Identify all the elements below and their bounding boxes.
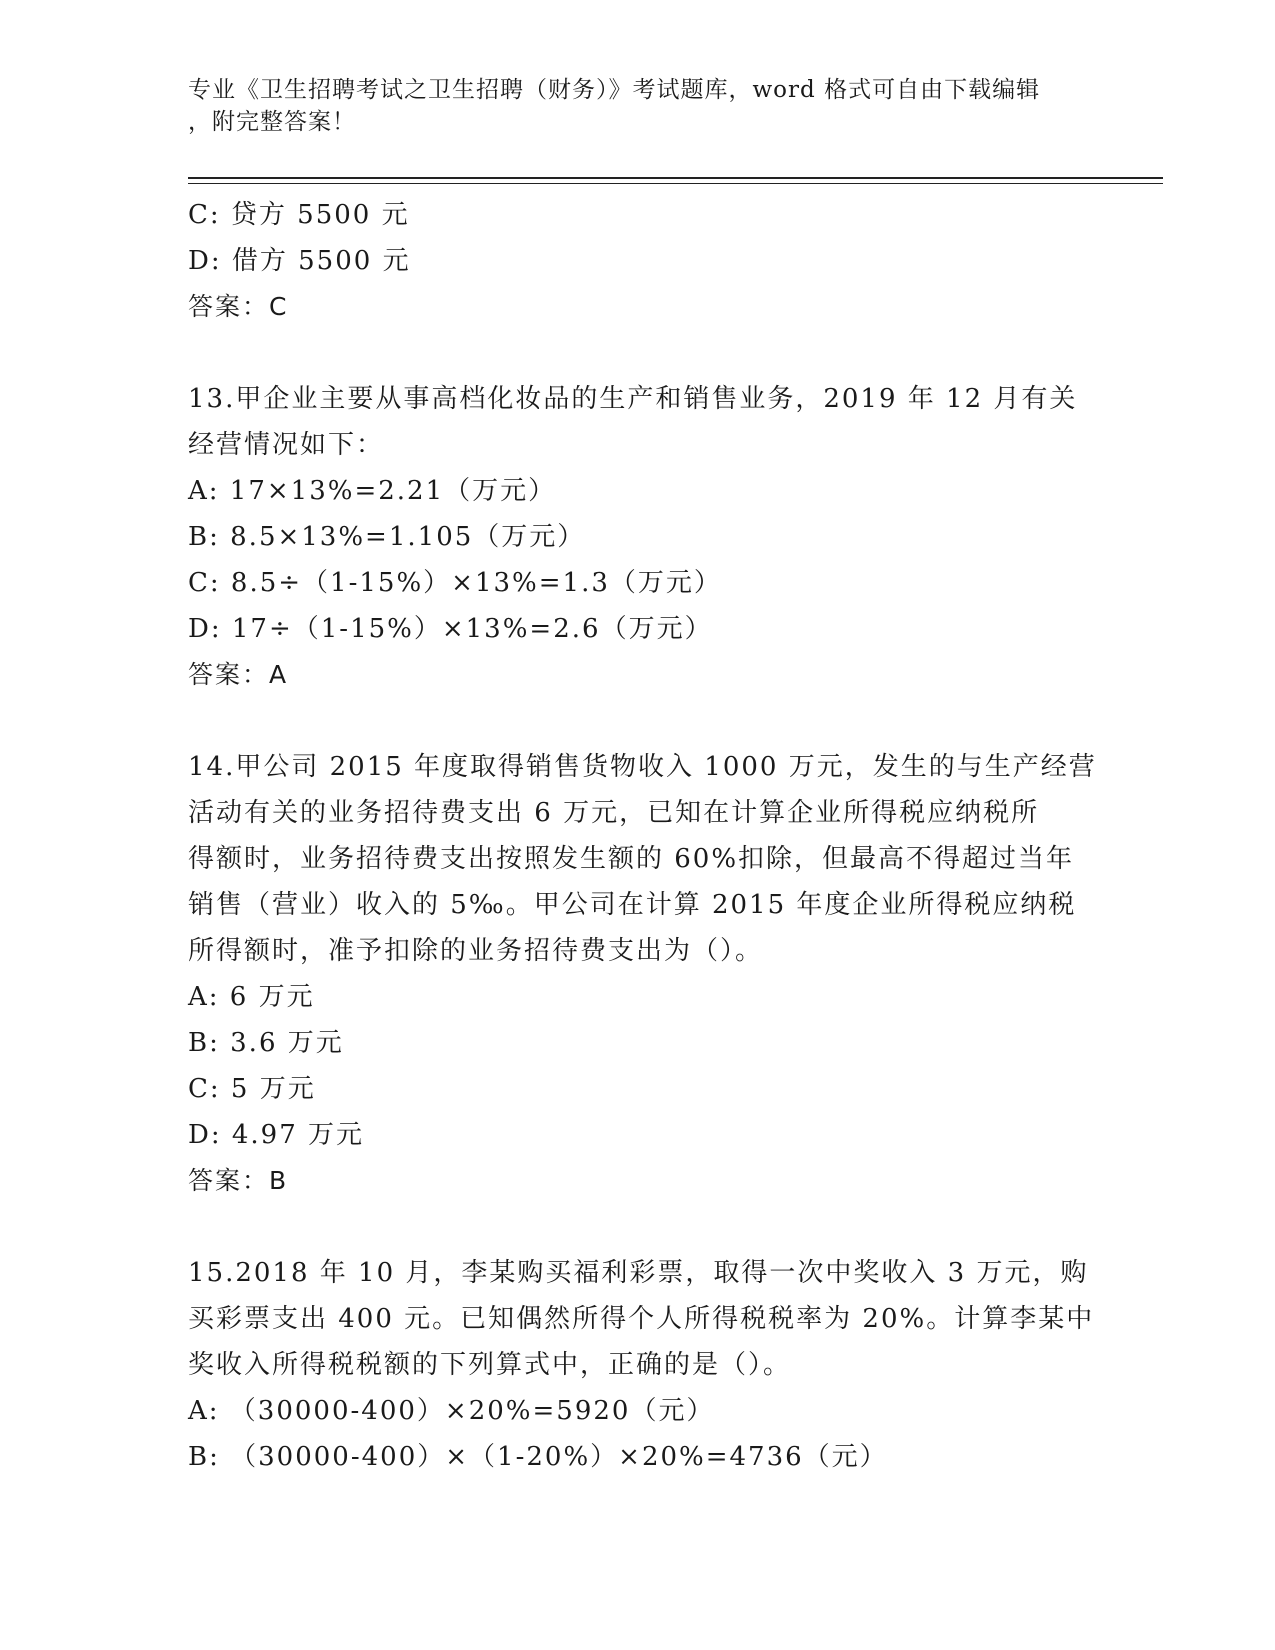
spacer bbox=[188, 1204, 1083, 1250]
question-text-line: 经营情况如下： bbox=[188, 430, 385, 460]
option-a: A: （30000-400）×20%=5920（元） bbox=[188, 1396, 715, 1426]
header-divider-thick bbox=[188, 177, 1163, 179]
option-c: C: 贷方 5500 元 bbox=[188, 200, 410, 230]
question-text-line: 所得额时，准予扣除的业务招待费支出为（）。 bbox=[188, 936, 764, 966]
question-text-line: 销售（营业）收入的 5‰。甲公司在计算 2015 年度企业所得税应纳税 bbox=[188, 890, 1077, 920]
header-divider-thin bbox=[188, 183, 1163, 184]
question-list bbox=[188, 192, 1097, 1480]
question-text-line: 奖收入所得税税额的下列算式中，正确的是（）。 bbox=[188, 1350, 792, 1380]
question-text-line: 14.甲公司 2015 年度取得销售货物收入 1000 万元，发生的与生产经营 bbox=[188, 752, 1097, 782]
question-14 bbox=[188, 744, 1097, 1204]
header-line-2: ，附完整答案！ bbox=[188, 109, 356, 135]
option-b: B: 3.6 万元 bbox=[188, 1028, 344, 1058]
question-text-line: 13.甲企业主要从事高档化妆品的生产和销售业务，2019 年 12 月有关 bbox=[188, 384, 1078, 414]
option-a: A: 6 万元 bbox=[188, 982, 315, 1012]
answer-line: 答案：C bbox=[188, 292, 289, 321]
question-12-tail bbox=[188, 192, 1083, 330]
answer-line: 答案：B bbox=[188, 1166, 289, 1195]
header-line-1: 专业《卫生招聘考试之卫生招聘（财务）》考试题库，word 格式可自由下载编辑 bbox=[188, 77, 1041, 103]
option-c: C: 5 万元 bbox=[188, 1074, 316, 1104]
question-13 bbox=[188, 376, 1083, 698]
page-header bbox=[188, 74, 1068, 138]
option-a: A: 17×13%=2.21（万元） bbox=[188, 476, 557, 506]
question-text-line: 活动有关的业务招待费支出 6 万元，已知在计算企业所得税应纳税所 bbox=[188, 798, 1040, 828]
option-d: D: 4.97 万元 bbox=[188, 1120, 365, 1150]
answer-line: 答案：A bbox=[188, 660, 289, 689]
option-d: D: 17÷（1-15%）×13%=2.6（万元） bbox=[188, 614, 713, 644]
question-15 bbox=[188, 1250, 1095, 1480]
option-c: C: 8.5÷（1-15%）×13%=1.3（万元） bbox=[188, 568, 722, 598]
option-d: D: 借方 5500 元 bbox=[188, 246, 411, 276]
option-b: B: （30000-400）×（1-20%）×20%=4736（元） bbox=[188, 1442, 888, 1472]
question-text-line: 得额时，业务招待费支出按照发生额的 60%扣除，但最高不得超过当年 bbox=[188, 844, 1075, 874]
option-b: B: 8.5×13%=1.105（万元） bbox=[188, 522, 586, 552]
question-text-line: 15.2018 年 10 月，李某购买福利彩票，取得一次中奖收入 3 万元，购 bbox=[188, 1258, 1089, 1288]
spacer bbox=[188, 330, 1083, 376]
question-text-line: 买彩票支出 400 元。已知偶然所得个人所得税税率为 20%。计算李某中 bbox=[188, 1304, 1095, 1334]
spacer bbox=[188, 698, 1083, 744]
